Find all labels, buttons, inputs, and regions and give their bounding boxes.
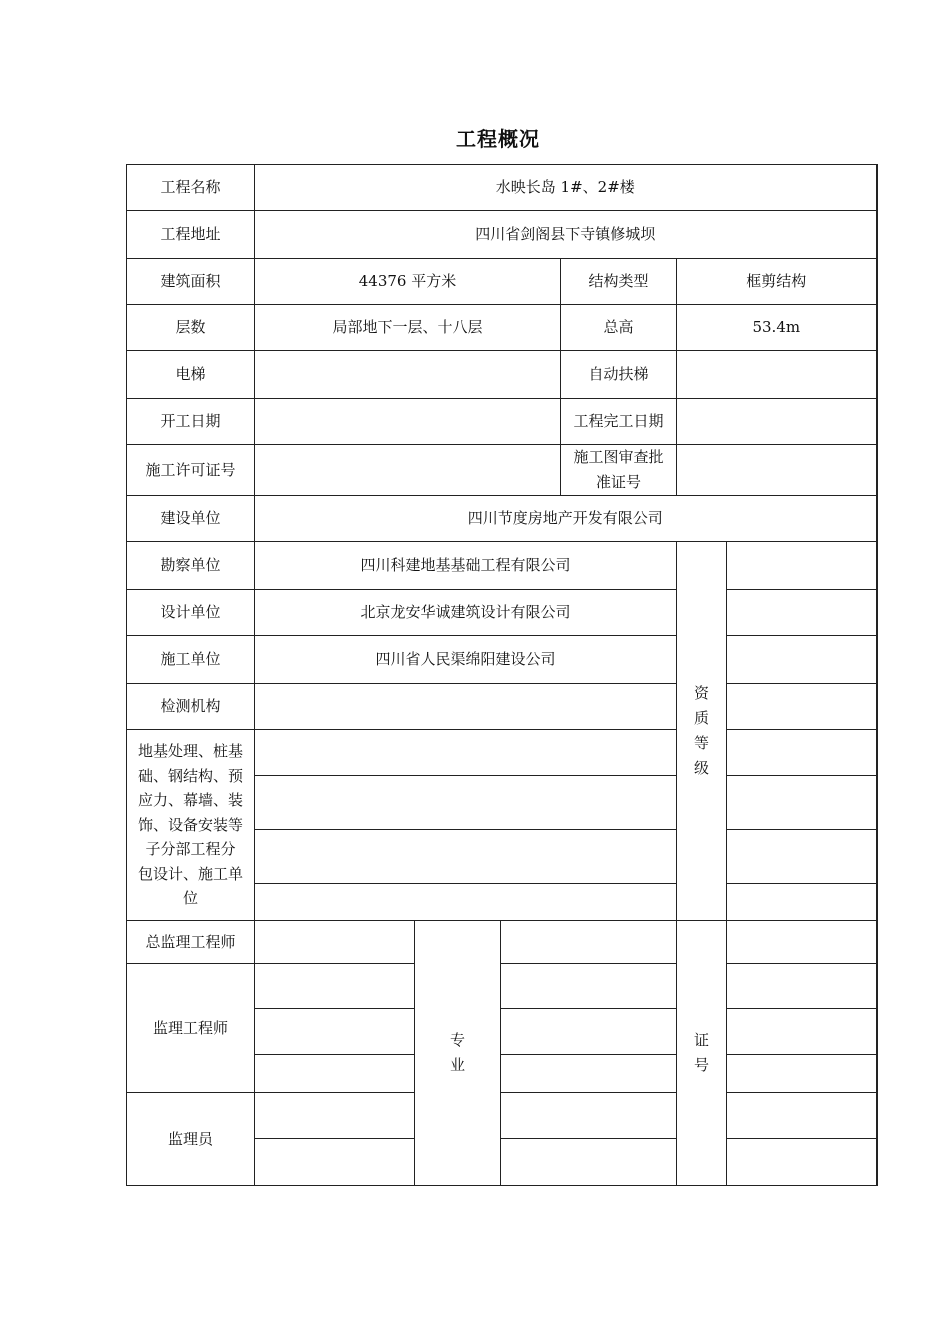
inspector-major bbox=[501, 1093, 677, 1139]
subcontract-label-line-5: 子分部工程分 bbox=[145, 840, 236, 859]
supervising-engineer-certificate bbox=[727, 1055, 877, 1093]
major-char-1: 专 bbox=[449, 1031, 465, 1049]
construction-permit-value bbox=[255, 445, 561, 496]
subcontract-label-line-3: 应力、幕墙、装 bbox=[137, 791, 243, 810]
structure-type-label: 结构类型 bbox=[561, 259, 677, 305]
drawing-approval-label bbox=[561, 445, 677, 496]
supervising-engineer-certificate bbox=[727, 1009, 877, 1055]
building-area-label: 建筑面积 bbox=[127, 259, 255, 305]
supervising-engineer-name bbox=[255, 1009, 415, 1055]
inspector-certificate bbox=[727, 1139, 877, 1186]
subcontract-units-label bbox=[127, 730, 255, 921]
building-area-value: 44376 平方米 bbox=[255, 259, 561, 305]
start-date-value bbox=[255, 399, 561, 445]
testing-qualification-value bbox=[727, 684, 877, 730]
subcontract-unit-value bbox=[255, 884, 677, 921]
project-overview-table bbox=[126, 164, 878, 1186]
supervising-engineer-major bbox=[501, 1055, 677, 1093]
elevator-label: 电梯 bbox=[127, 351, 255, 399]
construction-qualification-value bbox=[727, 636, 877, 684]
drawing-approval-value bbox=[677, 445, 877, 496]
supervising-engineer-name bbox=[255, 964, 415, 1009]
inspector-label: 监理员 bbox=[127, 1093, 255, 1186]
inspector-certificate bbox=[727, 1093, 877, 1139]
certificate-char-1: 证 bbox=[693, 1031, 709, 1049]
major-header bbox=[415, 921, 501, 1186]
subcontract-qualification-value bbox=[727, 776, 877, 830]
supervising-engineer-name bbox=[255, 1055, 415, 1093]
project-name-label: 工程名称 bbox=[127, 165, 255, 211]
design-unit-value: 北京龙安华诚建筑设计有限公司 bbox=[255, 590, 677, 636]
supervising-engineer-major bbox=[501, 1009, 677, 1055]
finish-date-value bbox=[677, 399, 877, 445]
subcontract-label-line-6: 包设计、施工单 bbox=[137, 864, 243, 883]
chief-supervisor-certificate bbox=[727, 921, 877, 964]
major-char-2: 业 bbox=[449, 1056, 465, 1074]
project-name-value: 水映长岛 1#、2#楼 bbox=[255, 165, 877, 211]
construction-permit-label: 施工许可证号 bbox=[127, 445, 255, 496]
inspector-name bbox=[255, 1139, 415, 1186]
total-height-value: 53.4m bbox=[677, 305, 877, 351]
owner-value: 四川节度房地产开发有限公司 bbox=[255, 496, 877, 542]
chief-supervisor-major bbox=[501, 921, 677, 964]
qualification-char-4: 级 bbox=[693, 759, 709, 777]
escalator-label: 自动扶梯 bbox=[561, 351, 677, 399]
survey-unit-value: 四川科建地基基础工程有限公司 bbox=[255, 542, 677, 590]
elevator-value bbox=[255, 351, 561, 399]
chief-supervisor-name bbox=[255, 921, 415, 964]
structure-type-value: 框剪结构 bbox=[677, 259, 877, 305]
supervising-engineer-certificate bbox=[727, 964, 877, 1009]
floors-value: 局部地下一层、十八层 bbox=[255, 305, 561, 351]
qualification-char-2: 质 bbox=[693, 709, 709, 727]
floors-label: 层数 bbox=[127, 305, 255, 351]
chief-supervisor-label: 总监理工程师 bbox=[127, 921, 255, 964]
supervising-engineer-label: 监理工程师 bbox=[127, 964, 255, 1093]
testing-agency-label: 检测机构 bbox=[127, 684, 255, 730]
certificate-char-2: 号 bbox=[693, 1056, 709, 1074]
subcontract-qualification-value bbox=[727, 884, 877, 921]
qualification-char-3: 等 bbox=[693, 734, 709, 752]
qualification-char-1: 资 bbox=[693, 684, 709, 702]
drawing-approval-label-line-1: 施工图审查批 bbox=[573, 448, 664, 466]
owner-label: 建设单位 bbox=[127, 496, 255, 542]
certificate-number-header bbox=[677, 921, 727, 1186]
subcontract-label-line-7: 位 bbox=[182, 889, 198, 908]
subcontract-label-line-1: 地基处理、桩基 bbox=[137, 742, 243, 761]
project-address-value: 四川省剑阁县下寺镇修城坝 bbox=[255, 211, 877, 259]
total-height-label: 总高 bbox=[561, 305, 677, 351]
design-qualification-value bbox=[727, 590, 877, 636]
construction-unit-label: 施工单位 bbox=[127, 636, 255, 684]
inspector-name bbox=[255, 1093, 415, 1139]
design-unit-label: 设计单位 bbox=[127, 590, 255, 636]
start-date-label: 开工日期 bbox=[127, 399, 255, 445]
subcontract-qualification-value bbox=[727, 730, 877, 776]
subcontract-label-line-2: 础、钢结构、预 bbox=[137, 766, 243, 785]
inspector-major bbox=[501, 1139, 677, 1186]
subcontract-unit-value bbox=[255, 776, 677, 830]
survey-qualification-value bbox=[727, 542, 877, 590]
subcontract-label-line-4: 饰、设备安装等 bbox=[137, 815, 243, 834]
subcontract-qualification-value bbox=[727, 830, 877, 884]
construction-unit-value: 四川省人民渠绵阳建设公司 bbox=[255, 636, 677, 684]
qualification-level-header bbox=[677, 542, 727, 921]
project-address-label: 工程地址 bbox=[127, 211, 255, 259]
drawing-approval-label-line-2: 准证号 bbox=[595, 473, 641, 491]
page-title: 工程概况 bbox=[456, 127, 540, 151]
survey-unit-label: 勘察单位 bbox=[127, 542, 255, 590]
subcontract-unit-value bbox=[255, 830, 677, 884]
testing-agency-value bbox=[255, 684, 677, 730]
finish-date-label: 工程完工日期 bbox=[561, 399, 677, 445]
subcontract-unit-value bbox=[255, 730, 677, 776]
supervising-engineer-major bbox=[501, 964, 677, 1009]
escalator-value bbox=[677, 351, 877, 399]
